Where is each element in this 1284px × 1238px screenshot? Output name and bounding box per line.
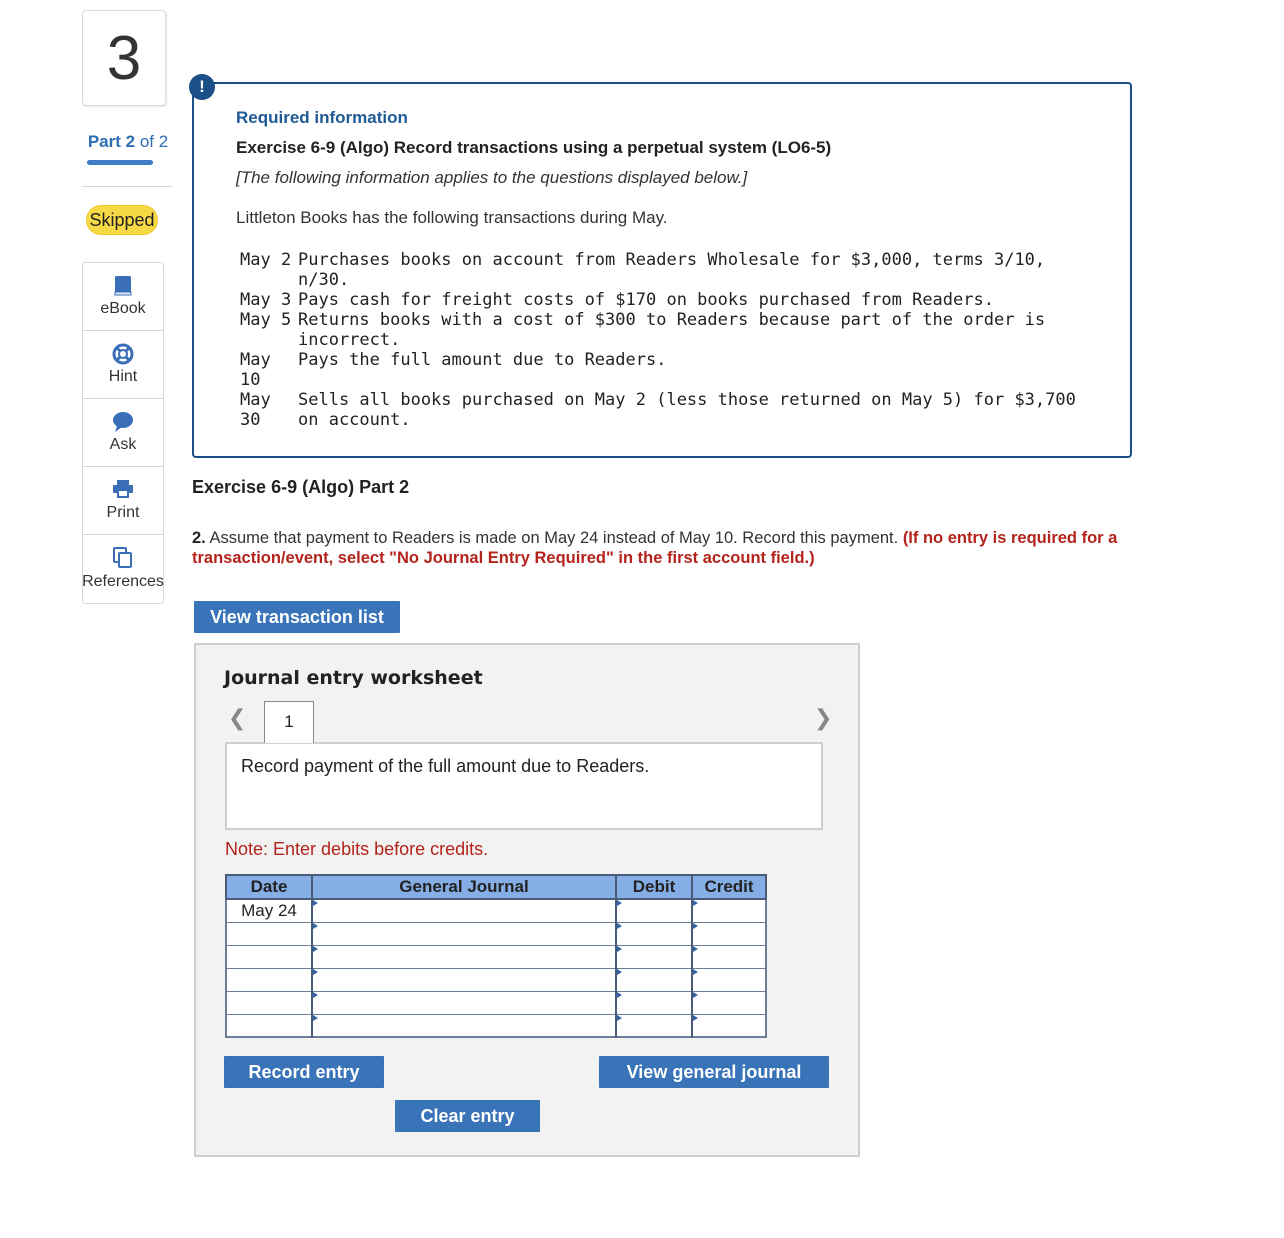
transaction-date: May 30 [240,390,271,430]
part-label: Part [87,132,121,151]
debit-field[interactable] [616,899,692,922]
transaction-row [240,310,1078,350]
question-number-label: 2. [192,529,206,547]
date-cell[interactable]: May 24 [226,899,312,922]
journal-table [225,874,767,1038]
debit-field[interactable] [616,922,692,945]
worksheet-tab-1[interactable]: 1 [264,701,314,743]
tool-hint[interactable] [83,331,163,399]
documents-icon [113,547,133,569]
transaction-row [240,350,1078,390]
date-cell[interactable] [226,991,312,1014]
tool-label-print: Print [106,504,140,521]
tool-references[interactable] [83,535,163,603]
part-total: of 2 [139,132,169,151]
debit-field[interactable] [616,968,692,991]
worksheet-title: Journal entry worksheet [224,667,483,689]
journal-header-row [226,875,766,899]
transaction-text: Returns books with a cost of $300 to Readers because part of the order is incorrect. [298,310,1046,350]
part-title: Exercise 6-9 (Algo) Part 2 [192,477,410,497]
printer-icon [112,479,134,499]
account-field[interactable] [312,991,616,1014]
question-number: 3 [82,10,166,106]
tool-label-ask: Ask [109,436,137,453]
view-transaction-list-button[interactable]: View transaction list [194,601,400,633]
sidebar-divider [82,186,172,187]
date-cell[interactable] [226,922,312,945]
chat-bubble-icon [112,411,134,433]
account-field[interactable] [312,899,616,922]
journal-row [226,968,766,991]
column-header-general-journal: General Journal [312,875,616,899]
account-field[interactable] [312,922,616,945]
credit-field[interactable] [692,945,766,968]
debit-field[interactable] [616,991,692,1014]
transaction-row [240,250,1078,290]
part-progress-bar [87,160,153,165]
tool-ebook[interactable] [83,263,163,331]
transaction-row [240,390,1078,430]
journal-row [226,1014,766,1037]
part-current: 2 [125,132,136,151]
credit-field[interactable] [692,991,766,1014]
transaction-date: May 10 [240,350,271,390]
clear-entry-button[interactable]: Clear entry [395,1100,540,1132]
credit-field[interactable] [692,922,766,945]
credit-field[interactable] [692,1014,766,1037]
credit-field[interactable] [692,968,766,991]
chevron-left-icon[interactable]: ❮ [228,705,247,730]
debits-note: Note: Enter debits before credits. [225,839,489,859]
tool-label-hint: Hint [108,368,138,385]
date-cell[interactable] [226,1014,312,1037]
entry-description: Record payment of the full amount due to Readers. [225,742,823,830]
transaction-row [240,290,1078,310]
account-field[interactable] [312,945,616,968]
column-header-date: Date [226,875,312,899]
account-field[interactable] [312,968,616,991]
alert-icon: ! [189,74,215,100]
column-header-credit: Credit [692,875,766,899]
tool-label-ebook: eBook [100,300,146,317]
book-icon [113,275,133,297]
status-badge: Skipped [86,205,158,235]
transaction-date: May 2 [240,250,292,270]
intro-text: Littleton Books has the following transactions during May. [236,208,668,227]
question-prompt [192,528,1137,568]
date-cell[interactable] [226,945,312,968]
transaction-date: May 5 [240,310,292,330]
journal-row [226,991,766,1014]
journal-entry-worksheet [194,643,860,1157]
journal-row [226,922,766,945]
date-cell[interactable] [226,968,312,991]
transaction-list [240,250,1078,430]
tool-ask[interactable] [83,399,163,467]
transaction-text: Pays cash for freight costs of $170 on books purchased from Readers. [298,290,994,310]
transaction-text: Purchases books on account from Readers Wholesale for $3,000, terms 3/10, n/30. [298,250,1046,290]
transaction-text: Sells all books purchased on May 2 (less those returned on May 5) for $3,700 on account. [298,390,1076,430]
journal-row [226,945,766,968]
question-text: Assume that payment to Readers is made on May 24 instead of May 10. Record this payment. [209,529,899,547]
chevron-right-icon[interactable]: ❯ [814,705,833,730]
part-indicator [82,132,174,152]
account-field[interactable] [312,1014,616,1037]
transaction-date: May 3 [240,290,292,310]
record-entry-button[interactable]: Record entry [224,1056,384,1088]
journal-row [226,899,766,922]
debit-field[interactable] [616,945,692,968]
transaction-text: Pays the full amount due to Readers. [298,350,667,370]
column-header-debit: Debit [616,875,692,899]
required-info-title: Required information [236,108,408,127]
tool-label-references: References [82,573,164,590]
applies-note: [The following information applies to the questions displayed below.] [236,168,748,187]
question-instruction: (If no entry is required for a transaction/event, select "No Journal Entry Required" in the first account field.) [192,529,1118,567]
lifebuoy-icon [112,343,134,365]
tools-panel [82,262,164,604]
view-general-journal-button[interactable]: View general journal [599,1056,829,1088]
credit-field[interactable] [692,899,766,922]
debit-field[interactable] [616,1014,692,1037]
exercise-title: Exercise 6-9 (Algo) Record transactions using a perpetual system (LO6-5) [236,138,832,157]
tool-print[interactable] [83,467,163,535]
